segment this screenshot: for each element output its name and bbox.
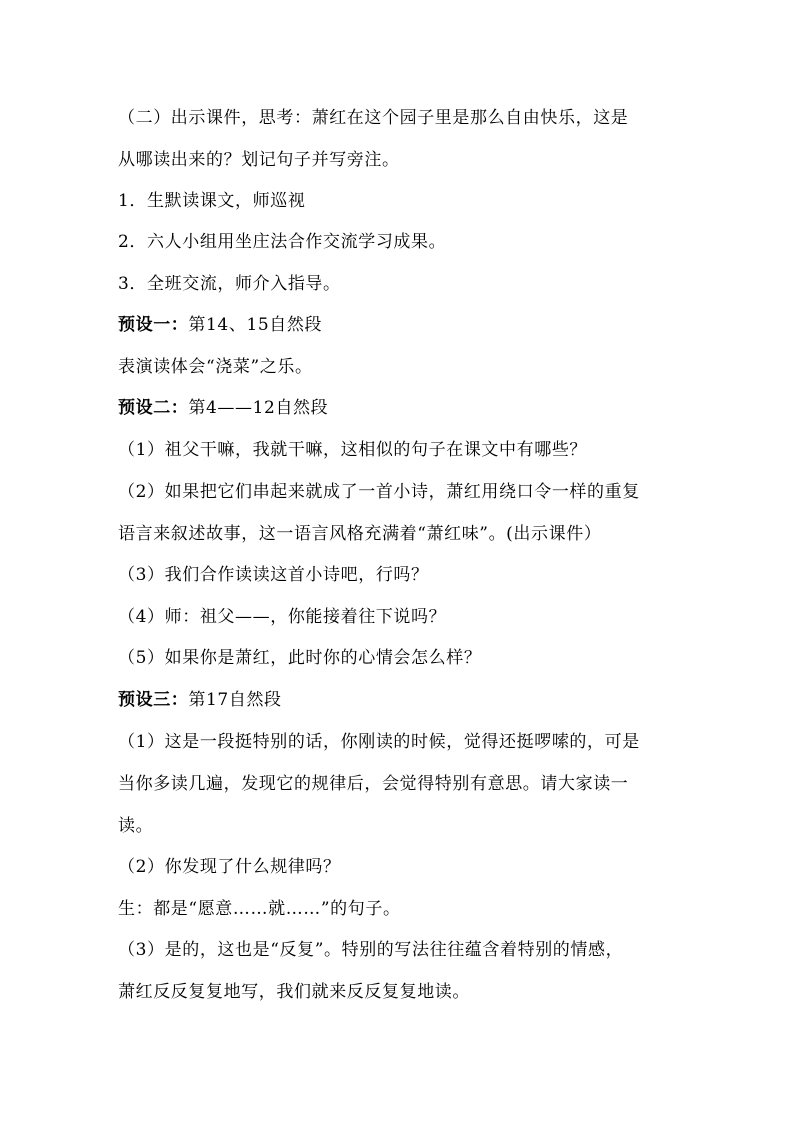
preset-three-item: 生：都是“愿意……就……”的句子。 bbox=[118, 899, 401, 919]
section-two-line-2: 从哪读出来的？划记句子并写旁注。 bbox=[118, 150, 400, 170]
preset-two-title: 第4——12自然段 bbox=[188, 398, 329, 418]
preset-three-item: （1）这是一段挺特别的话，你刚读的时候，觉得还挺啰嗦的，可是 bbox=[118, 732, 640, 752]
preset-three-item: 当你多读几遍，发现它的规律后，会觉得特别有意思。请大家读一 bbox=[118, 774, 629, 794]
preset-two-item: （1）祖父干嘛，我就干嘛，这相似的句子在课文中有哪些？ bbox=[118, 440, 588, 460]
preset-two-item: 语言来叙述故事，这一语言风格充满着“萧红味”。(出示课件） bbox=[118, 524, 602, 544]
preset-one-body: 表演读体会“浇菜”之乐。 bbox=[118, 357, 313, 377]
preset-one-label: 预设一： bbox=[118, 315, 189, 335]
preset-two-item: （5）如果你是萧红，此时你的心情会怎么样？ bbox=[118, 648, 482, 668]
preset-two-item: （4）师：祖父——，你能接着往下说吗？ bbox=[118, 607, 447, 627]
preset-two-heading bbox=[118, 396, 678, 420]
preset-two-item: （3）我们合作读读这首小诗吧，行吗？ bbox=[118, 565, 429, 585]
preset-two-label: 预设二： bbox=[118, 398, 189, 418]
preset-three-label: 预设三： bbox=[118, 690, 189, 710]
preset-three-heading bbox=[118, 688, 678, 712]
preset-one-heading bbox=[118, 313, 678, 337]
section-two-line-1: （二）出示课件，思考：萧红在这个园子里是那么自由快乐，这是 bbox=[118, 108, 629, 128]
step-2: 2．六人小组用坐庄法合作交流学习成果。 bbox=[118, 232, 447, 252]
preset-three-item: 萧红反反复复地写，我们就来反反复复地读。 bbox=[118, 982, 470, 1002]
step-1: 1．生默读课文，师巡视 bbox=[118, 191, 306, 211]
preset-three-title: 第17自然段 bbox=[188, 690, 282, 710]
preset-three-item: （3）是的，这也是“反复”。特别的写法往往蕴含着特别的情感， bbox=[118, 940, 624, 960]
preset-one-title: 第14、15自然段 bbox=[188, 315, 323, 335]
preset-two-item: （2）如果把它们串起来就成了一首小诗，萧红用绕口令一样的重复 bbox=[118, 482, 640, 502]
preset-three-item: （2）你发现了什么规律吗？ bbox=[118, 857, 341, 877]
step-3: 3．全班交流，师介入指导。 bbox=[118, 274, 341, 294]
preset-three-item: 读。 bbox=[118, 816, 154, 836]
